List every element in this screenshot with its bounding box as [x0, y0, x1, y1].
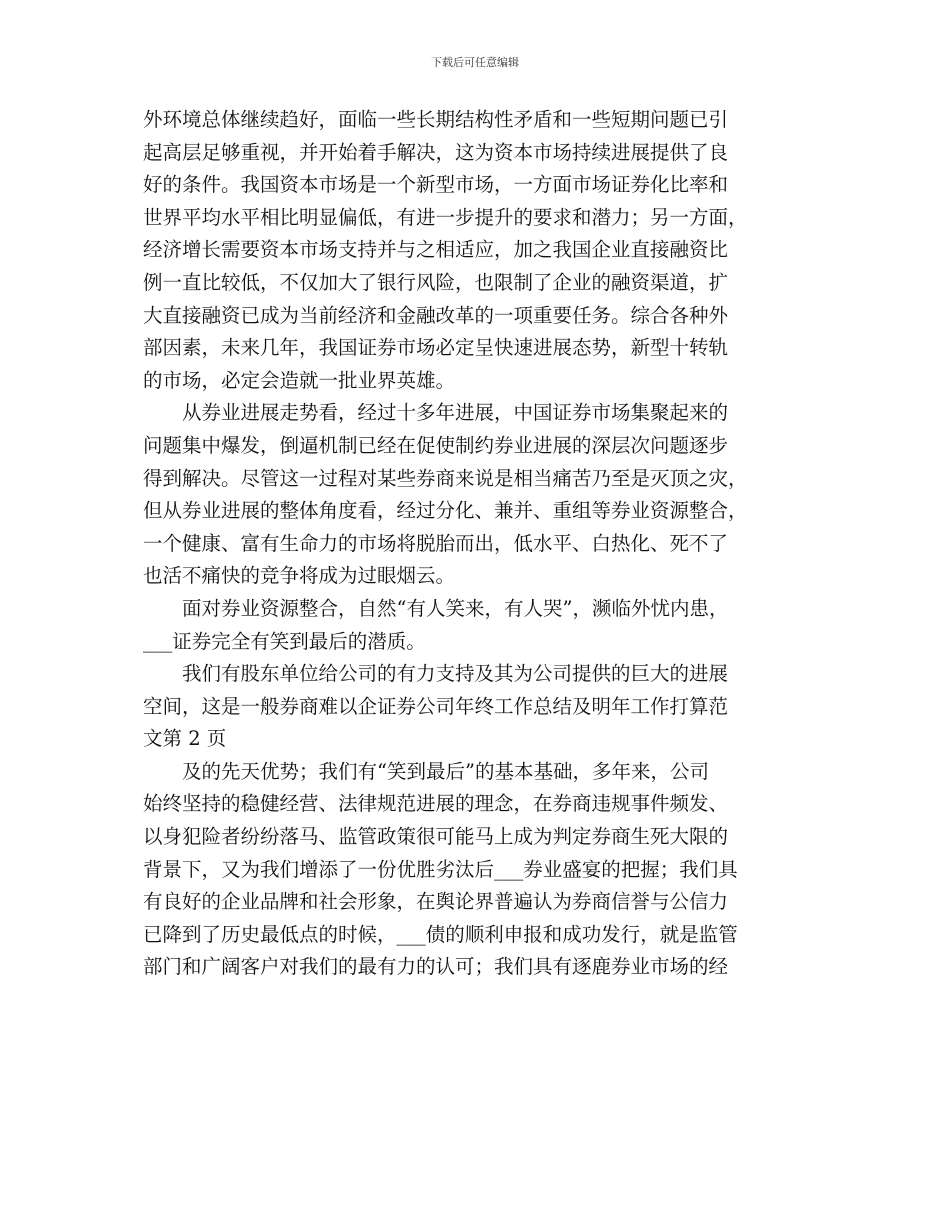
text-line: 始终坚持的稳健经营、法律规范进展的理念，在券商违规事件频发、 [143, 792, 729, 816]
text-line: 面对券业资源整合，自然“有人笑来，有人哭”，濒临外忧内患， [143, 596, 729, 620]
text-line: 问题集中爆发，倒逼机制已经在促使制约券业进展的深层次问题逐步 [143, 433, 729, 457]
text-line: 我们有股东单位给公司的有力支持及其为公司提供的巨大的进展 [143, 662, 729, 686]
text-line: 一个健康、富有生命力的市场将脱胎而出，低水平、白热化、死不了 [143, 531, 729, 555]
text-line: 例一直比较低，不仅加大了银行风险，也限制了企业的融资渠道，扩 [143, 270, 729, 294]
text-line: 经济增长需要资本市场支持并与之相适应，加之我国企业直接融资比 [143, 238, 729, 262]
text-line: 的市场，必定会造就一批业界英雄。 [143, 368, 456, 392]
text-line: 起高层足够重视，并开始着手解决，这为资本市场持续进展提供了良 [143, 140, 729, 164]
document-body [143, 104, 823, 984]
text-line: 部因素，未来几年，我国证券市场必定呈快速进展态势，新型十转轨 [143, 336, 729, 360]
text-line: 背景下，又为我们增添了一份优胜劣汰后___券业盛宴的把握；我们具 [143, 857, 738, 881]
text-line: 文第 2 页 [143, 727, 227, 751]
text-line: 世界平均水平相比明显偏低，有进一步提升的要求和潜力；另一方面， [143, 205, 748, 229]
text-line: 也活不痛快的竞争将成为过眼烟云。 [143, 564, 456, 588]
text-line: ___证券完全有笑到最后的潜质。 [143, 629, 426, 653]
text-line: 外环境总体继续趋好，面临一些长期结构性矛盾和一些短期问题已引 [143, 108, 729, 131]
text-line: 大直接融资已成为当前经济和金融改革的一项重要任务。综合各种外 [143, 303, 729, 327]
text-line: 空间，这是一般券商难以企证券公司年终工作总结及明年工作打算范 [143, 694, 729, 718]
text-line: 好的条件。我国资本市场是一个新型市场，一方面市场证券化比率和 [143, 173, 729, 197]
page-header: 下载后可任意编辑 [431, 56, 519, 69]
text-line: 得到解决。尽管这一过程对某些券商来说是相当痛苦乃至是灭顶之灾， [143, 466, 748, 490]
text-line: 有良好的企业品牌和社会形象，在舆论界普遍认为券商信誉与公信力 [143, 890, 729, 914]
text-line: 部门和广阔客户对我们的最有力的认可；我们具有逐鹿券业市场的经 [143, 955, 729, 979]
text-line: 但从券业进展的整体角度看，经过分化、兼并、重组等券业资源整合， [143, 499, 748, 523]
text-line: 以身犯险者纷纷落马、监管政策很可能马上成为判定券商生死大限的 [143, 825, 729, 849]
text-line: 已降到了历史最低点的时候，___债的顺利申报和成功发行，就是监管 [143, 922, 738, 946]
text-line: 从券业进展走势看，经过十多年进展，中国证券市场集聚起来的 [143, 401, 729, 425]
text-line: 及的先天优势；我们有“笑到最后”的基本基础，多年来，公司 [143, 759, 709, 783]
